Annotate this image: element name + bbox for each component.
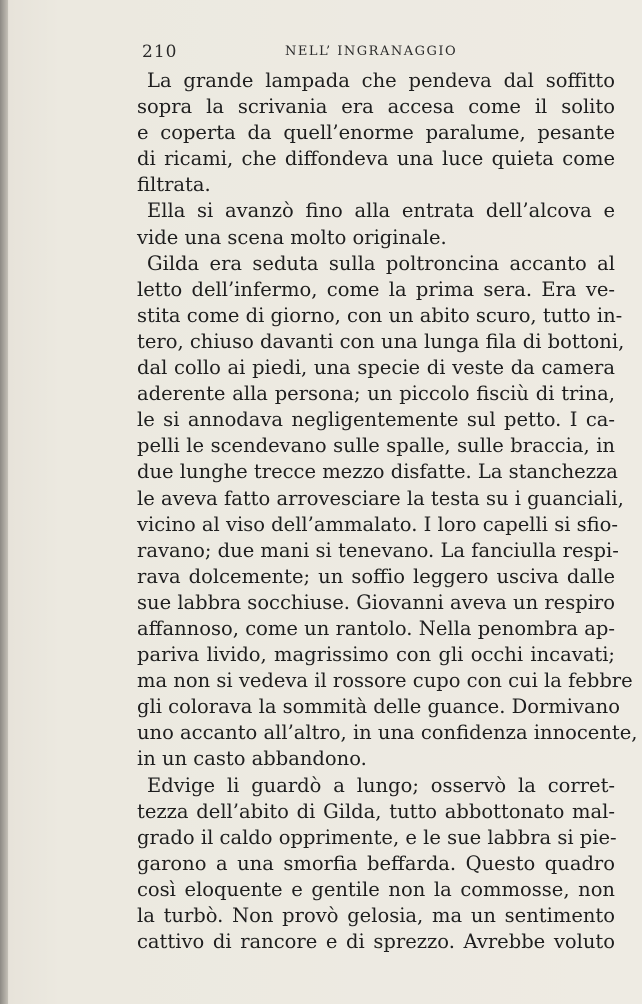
paragraph (137, 198, 615, 250)
text-line: Edvige li guardò a lungo; osservò la corret- (147, 773, 615, 797)
text-line: ma non si vedeva il rossore cupo con cui la febbre (137, 669, 633, 693)
page-number: 210 (142, 42, 178, 62)
text-line: le aveva fatto arrovesciare la testa su i guanciali, (137, 486, 624, 510)
paragraph (137, 251, 638, 773)
text-line: e coperta da quell’enorme paralume, pesante (137, 121, 615, 145)
text-line: vide una scena molto originale. (137, 225, 447, 249)
text-line: stita come di giorno, con un abito scuro, tutto in- (137, 303, 623, 327)
text-line: due lunghe trecce mezzo disfatte. La stanchezza (137, 460, 618, 484)
text-line: gli colorava la sommità delle guance. Dormivano (137, 695, 620, 719)
text-line: letto dell’infermo, come la prima sera. Era ve- (137, 277, 615, 301)
text-line: uno accanto all’altro, in una confidenza innocente, (137, 721, 638, 745)
text-line: tezza dell’abito di Gilda, tutto abbottonato mal- (137, 799, 615, 823)
text-line: la turbò. Non provò gelosia, ma un sentimento (137, 904, 615, 927)
text-line: filtrata. (137, 173, 211, 197)
text-line: Gilda era seduta sulla poltroncina accanto al (147, 251, 615, 275)
text-line: di ricami, che diffondeva una luce quieta come (137, 147, 615, 171)
text-line: le si annodava negligentemente sul petto. I ca- (137, 408, 615, 432)
text-line: rava dolcemente; un soffio leggero usciva dalle (137, 564, 615, 588)
text-line: sue labbra socchiuse. Giovanni aveva un respiro (137, 590, 615, 614)
text-line: cattivo di rancore e di sprezzo. Avrebbe voluto (137, 930, 615, 954)
text-line: ravano; due mani si tenevano. La fanciulla respi- (137, 538, 619, 562)
paragraph (137, 68, 615, 198)
page-header (0, 42, 642, 66)
binding-gutter (0, 0, 8, 1004)
text-line: tero, chiuso davanti con una lunga fila di bottoni, (137, 329, 625, 353)
paragraph (137, 773, 615, 956)
body-text (137, 68, 638, 955)
text-line: pariva livido, magrissimo con gli occhi incavati; (137, 643, 615, 667)
text-line: dal collo ai piedi, una specie di veste da camera (137, 356, 615, 380)
text-line: in un casto abbandono. (137, 747, 367, 771)
text-line: affannoso, come un rantolo. Nella penombra ap- (137, 616, 615, 640)
text-line: pelli le scendevano sulle spalle, sulle braccia, in (137, 434, 615, 458)
text-line: così eloquente e gentile non la commosse, non (137, 877, 615, 901)
text-line: Ella si avanzò fino alla entrata dell’alcova e (147, 199, 615, 223)
text-line: La grande lampada che pendeva dal soffitto (147, 69, 615, 92)
text-line: garono a una smorfia beffarda. Questo quadro (137, 851, 615, 875)
text-line: grado il caldo opprimente, e le sue labbra si pie- (137, 825, 617, 849)
text-line: sopra la scrivania era accesa come il solito (137, 95, 615, 119)
running-title: NELL’ INGRANAGGIO (285, 44, 458, 59)
text-line: aderente alla persona; un piccolo fisciù di trina, (137, 382, 615, 406)
text-line: vicino al viso dell’ammalato. I loro capelli si sfio- (137, 512, 618, 536)
